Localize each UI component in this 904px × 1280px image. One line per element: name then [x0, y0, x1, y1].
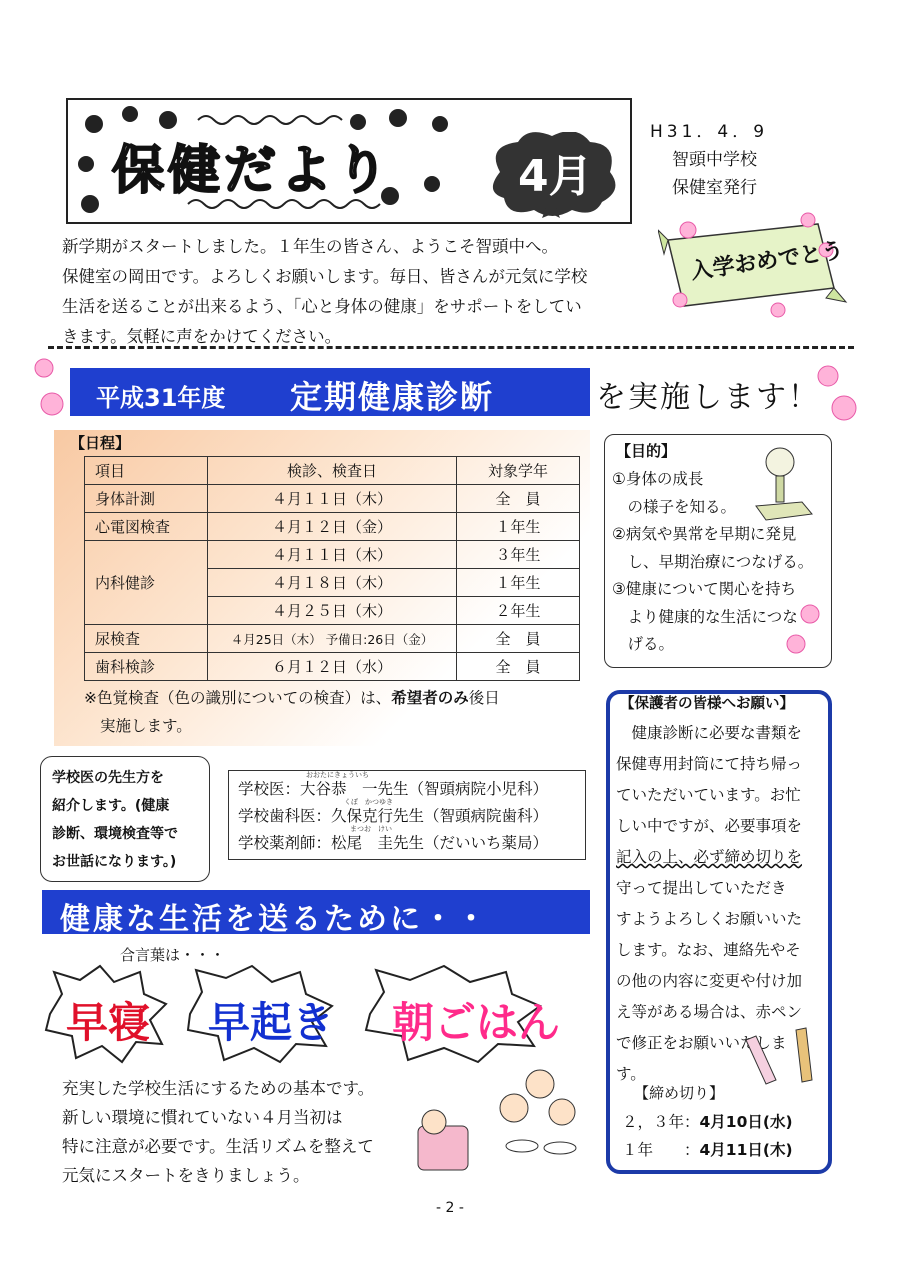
- deadline-title: 【締め切り】: [634, 1084, 725, 1102]
- intro-line: 診断、環境検査等で: [52, 826, 178, 842]
- motto-early-rise: 早起き: [208, 998, 335, 1047]
- schedule-table: [84, 456, 580, 681]
- pencils-icon: [736, 1020, 826, 1090]
- motto-early-sleep: 早寝: [66, 998, 151, 1047]
- text-line: 特に注意が必要です。生活リズムを整えて: [62, 1137, 374, 1156]
- cell-date: ４月１１日（木）: [208, 485, 457, 513]
- cell-date: ６月１２日（水）: [208, 653, 457, 681]
- parents-title: 【保護者の皆様へお願い】: [620, 696, 794, 712]
- table-row: [85, 625, 580, 653]
- table-row: [85, 513, 580, 541]
- schedule-heading: 【日程】: [70, 434, 131, 452]
- ruby-text: くぼ かつゆき: [344, 798, 393, 806]
- notice-line: 記入の上、必ず締め切りを: [616, 848, 803, 866]
- text-line: 新しい環境に慣れていない４月当初は: [62, 1108, 343, 1127]
- notice-line: 守って提出していただき: [616, 879, 787, 897]
- page-title: 保健だより: [112, 141, 393, 201]
- checkup-title: 定期健康診断: [290, 378, 495, 416]
- table-row: [85, 653, 580, 681]
- lifestyle-title: 健康な生活を送るために・・: [60, 902, 489, 937]
- list-item: 学校医：大谷恭 一先生（智頭病院小児科）: [238, 780, 549, 798]
- column-header: 対象学年: [457, 457, 580, 485]
- doctors-list: [238, 776, 548, 857]
- intro-line: きます。気軽に声をかけてください。: [62, 327, 342, 346]
- text-line: 充実した学校生活にするための基本です。: [62, 1079, 375, 1098]
- sakura-icon: [24, 350, 74, 420]
- list-item: より健康的な生活につな: [612, 607, 798, 626]
- notice-line: します。なお、連絡先やそ: [616, 941, 801, 959]
- cell-item: 身体計測: [85, 485, 208, 513]
- table-header-row: [85, 457, 580, 485]
- list-item: し、早期治療につなげる。: [612, 552, 814, 571]
- list-item: ①身体の成長: [612, 470, 704, 488]
- notice-line: 保健専用封筒にて持ち帰っ: [616, 755, 803, 773]
- intro-paragraph: [62, 232, 622, 352]
- intro-line: 保健室の岡田です。よろしくお願いします。毎日、皆さんが元気に学校: [62, 267, 588, 286]
- family-breakfast-icon: [490, 1066, 590, 1166]
- notice-line: の他の内容に変更や付け加: [616, 972, 803, 990]
- cell-grade: 全 員: [457, 485, 580, 513]
- notice-line: 健康診断に必要な書類を: [616, 724, 803, 742]
- list-item: 学校薬剤師：松尾 圭先生（だいいち薬局）: [238, 834, 549, 852]
- cell-grade: 全 員: [457, 625, 580, 653]
- month-label: 4月: [518, 151, 593, 202]
- nyugaku-text: 入学おめでとう: [689, 238, 846, 285]
- table-row: [85, 485, 580, 513]
- note-text: 後日: [468, 689, 500, 707]
- list-item: の様子を知る。: [612, 497, 737, 516]
- issuer: 保健室発行: [672, 178, 757, 198]
- notice-line: すようよろしくお願いいた: [616, 910, 803, 928]
- column-header: 項目: [85, 457, 208, 485]
- deadline-row: [622, 1138, 793, 1160]
- notice-line: す。: [616, 1065, 646, 1083]
- table-row: [85, 541, 580, 569]
- purpose-title: 【目的】: [616, 442, 677, 460]
- list-item: げる。: [612, 635, 675, 653]
- notice-line: で修正をお願いいたしま: [616, 1034, 787, 1052]
- page-number: - 2 -: [436, 1200, 464, 1216]
- note-bold: 希望者のみ: [391, 689, 469, 707]
- cell-item: 歯科検診: [85, 653, 208, 681]
- lifestyle-text: [62, 1074, 374, 1190]
- notice-line: ていただいています。お忙: [616, 786, 801, 804]
- notice-line: しい中ですが、必要事項を: [616, 817, 803, 835]
- doctors-intro: [52, 764, 208, 876]
- text-line: 元気にスタートをきりましょう。: [62, 1166, 310, 1185]
- cell-date: ４月２５日（木）: [208, 597, 457, 625]
- checkup-tail: を実施します！: [596, 380, 820, 415]
- notice-line: え等がある場合は、赤ペン: [616, 1003, 803, 1021]
- note-text: 実施します。: [100, 717, 192, 735]
- cell-item: 心電図検査: [85, 513, 208, 541]
- cell-grade: ３年生: [457, 541, 580, 569]
- intro-line: 学校医の先生方を: [52, 770, 164, 786]
- cell-item: 尿検査: [85, 625, 208, 653]
- list-item: 学校歯科医：久保克行先生（智頭病院歯科）: [238, 807, 549, 825]
- issue-info: [650, 118, 768, 202]
- deadline-row: [622, 1110, 793, 1132]
- sleeping-child-icon: [404, 1096, 474, 1176]
- deadline-date: 4月10日(水): [699, 1113, 793, 1131]
- divider: [48, 346, 854, 349]
- cell-grade: １年生: [457, 569, 580, 597]
- list-item: ③健康について関心を持ち: [612, 580, 797, 598]
- motto-breakfast: 朝ごはん: [392, 998, 561, 1047]
- issue-date: H31．4．9: [650, 122, 769, 142]
- deadline-date: 4月11日(木): [699, 1141, 793, 1159]
- cell-date: ４月１２日（金）: [208, 513, 457, 541]
- note-text: ※色覚検査（色の識別についての検査）は、: [84, 689, 392, 707]
- cell-item: 内科健診: [85, 541, 208, 625]
- intro-line: 新学期がスタートしました。１年生の皆さん、ようこそ智頭中へ。: [62, 237, 558, 256]
- deadline-grade: ２，３年：: [622, 1113, 700, 1131]
- ruby-text: おおたにきょういち: [306, 771, 369, 779]
- cell-grade: 全 員: [457, 653, 580, 681]
- deadline-grade: １年 ：: [622, 1141, 700, 1159]
- intro-line: お世話になります。): [52, 854, 177, 870]
- cell-grade: ２年生: [457, 597, 580, 625]
- schedule-note: [84, 684, 584, 740]
- list-item: ②病気や異常を早期に発見: [612, 525, 797, 543]
- cell-date: ４月25日（木） 予備日:26日（金）: [208, 625, 457, 653]
- cell-date: ４月１８日（木）: [208, 569, 457, 597]
- sakura-icon: [780, 600, 830, 660]
- ruby-text: まつお けい: [350, 825, 392, 833]
- column-header: 検診、検査日: [208, 457, 457, 485]
- cell-grade: １年生: [457, 513, 580, 541]
- intro-line: 生活を送ることが出来るよう、「心と身体の健康」をサポートをしてい: [62, 297, 582, 316]
- intro-line: 紹介します。(健康: [52, 798, 170, 814]
- motto-label: 合言葉は・・・: [120, 946, 226, 964]
- checkup-banner: [70, 368, 590, 416]
- checkup-year: 平成31年度: [96, 384, 226, 412]
- cell-date: ４月１１日（木）: [208, 541, 457, 569]
- school-name: 智頭中学校: [672, 150, 757, 170]
